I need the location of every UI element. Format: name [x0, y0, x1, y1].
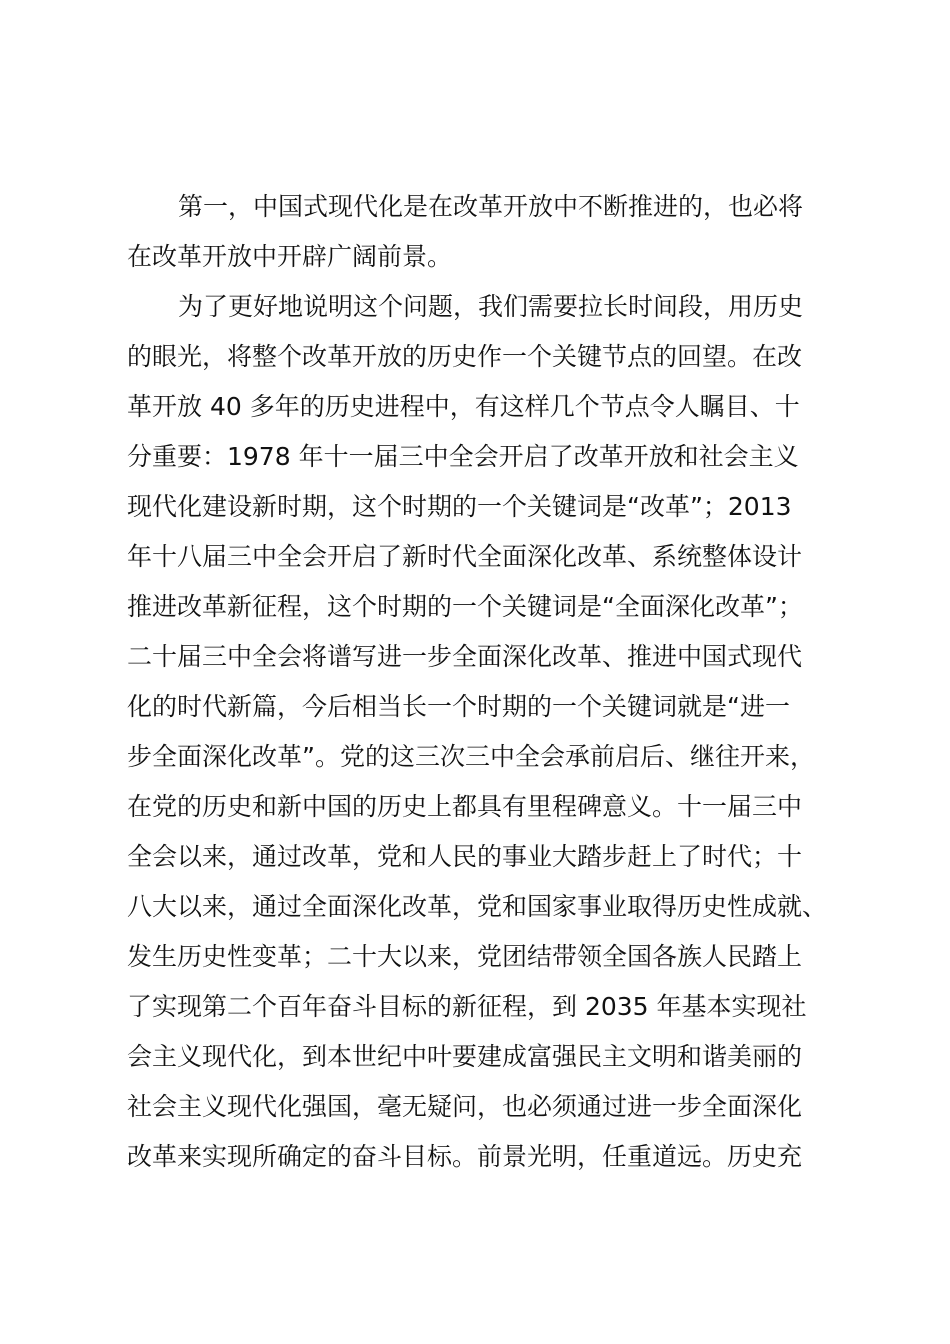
paragraph-line: 了实现第二个百年奋斗目标的新征程，到 2035 年基本实现社 — [127, 992, 807, 1021]
paragraph-line: 在改革开放中开辟广阔前景。 — [127, 242, 453, 271]
paragraph-line: 社会主义现代化强国，毫无疑问，也必须通过进一步全面深化 — [127, 1092, 803, 1121]
paragraph-line: 改革来实现所确定的奋斗目标。前景光明，任重道远。历史充 — [127, 1142, 803, 1171]
paragraph-line: 分重要：1978 年十一届三中全会开启了改革开放和社会主义 — [127, 442, 799, 471]
paragraph-1 — [127, 182, 832, 282]
paragraph-line: 年十八届三中全会开启了新时代全面深化改革、系统整体设计 — [127, 542, 803, 571]
paragraph-line: 第一，中国式现代化是在改革开放中不断推进的，也必将 — [178, 192, 804, 221]
paragraph-line: 发生历史性变革；二十大以来，党团结带领全国各族人民踏上 — [127, 942, 803, 971]
paragraph-line: 在党的历史和新中国的历史上都具有里程碑意义。十一届三中 — [127, 792, 803, 821]
paragraph-line: 会主义现代化，到本世纪中叶要建成富强民主文明和谐美丽的 — [127, 1042, 803, 1071]
paragraph-line: 二十届三中全会将谱写进一步全面深化改革、推进中国式现代 — [127, 642, 803, 671]
paragraph-line: 全会以来，通过改革，党和人民的事业大踏步赶上了时代；十 — [127, 842, 803, 871]
document-body — [127, 182, 832, 1182]
paragraph-line: 的眼光，将整个改革开放的历史作一个关键节点的回望。在改 — [127, 342, 803, 371]
paragraph-line: 为了更好地说明这个问题，我们需要拉长时间段，用历史 — [178, 292, 804, 321]
paragraph-line: 八大以来，通过全面深化改革，党和国家事业取得历史性成就、 — [127, 892, 828, 921]
paragraph-line: 步全面深化改革”。党的这三次三中全会承前启后、继往开来， — [127, 742, 815, 771]
paragraph-line: 革开放 40 多年的历史进程中，有这样几个节点令人瞩目、十 — [127, 392, 800, 421]
paragraph-2 — [127, 282, 832, 1182]
paragraph-line: 化的时代新篇，今后相当长一个时期的一个关键词就是“进一 — [127, 692, 790, 721]
paragraph-line: 推进改革新征程，这个时期的一个关键词是“全面深化改革”； — [127, 592, 803, 621]
paragraph-line: 现代化建设新时期，这个时期的一个关键词是“改革”；2013 — [127, 492, 792, 521]
